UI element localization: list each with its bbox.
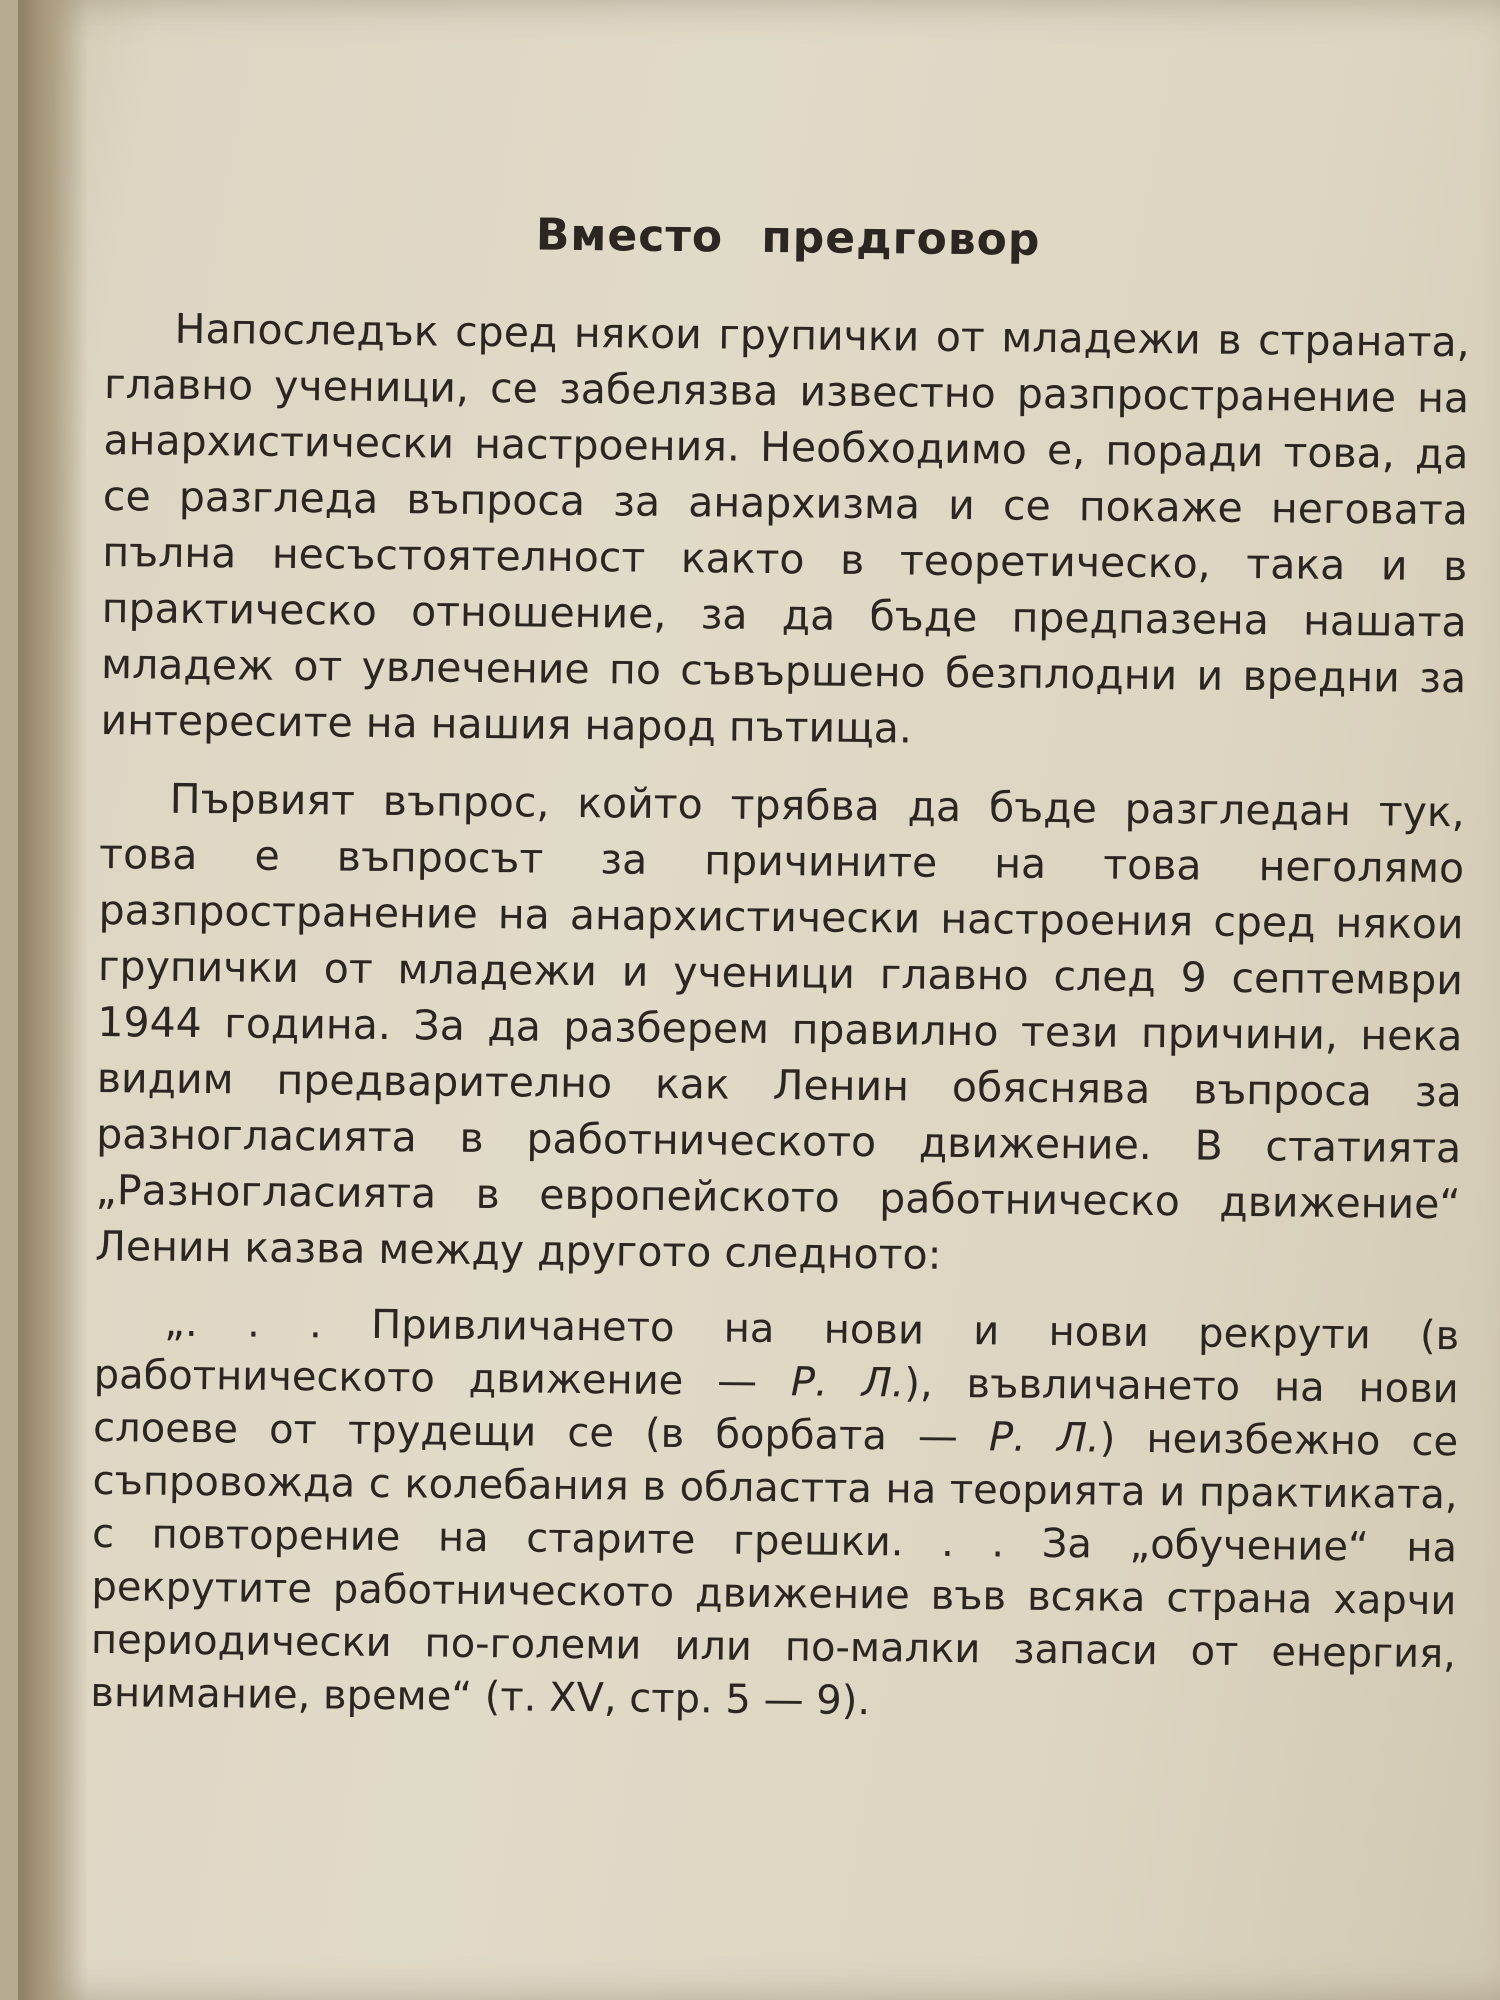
paragraph-1: Напоследък сред някои групички от младежи в страната, главно ученици, се забелязва известно разпространение на анархистически настроения. Необходимо е, поради това, да се разгледа въпроса за анархизма и се покаже неговата пълна несъстоятелност както в теоретическо, така и в практическо отношение, за да бъде предпазена нашата младеж от увлечение по съвършено безплодни и вредни за интересите на нашия народ пътища.: [100, 304, 1470, 753]
quote-abbr-2: Р. Л.: [988, 1414, 1101, 1462]
quote-part-2: ), въвличането на нови слоеве от трудещи се (в борбата —: [92, 1360, 1459, 1461]
book-page: [18, 0, 1500, 2000]
paragraph-2: Първият въпрос, който трябва да бъде разгледан тук, това е въпросът за причините на това неголямо разпространение на анархистически настроения сред някои групички от младежи и ученици главно след 9 септември 1944 година. За да разберем правилно тези причини, нека видим предварително как Ленин обяснява въпроса за разногласията в работническото движение. В статията „Разногласията в европейското работническо движение“ Ленин казва между другото следното:: [94, 774, 1465, 1279]
quote-part-3: ) неизбежно се съпровожда с колебания в областта на теорията и практиката, с повторение на старите грешки. . . За „обучение“ на рекрутите работническото движение във всяка страна харчи периодически по-големи или по-малки запаси от енергия, внимание, време“ (т. XV, стр. 5 — 9).: [90, 1415, 1459, 1725]
book-binding-shadow: [18, 0, 88, 2000]
quote-part-1: „. . . Привличането на нови и нови рекрути (в работническото движение —: [93, 1299, 1460, 1406]
page-text-block: [90, 205, 1471, 1734]
quote-abbr-1: Р. Л.: [790, 1359, 905, 1407]
page-heading: Вместо предговор: [535, 209, 1041, 266]
lenin-quote: [90, 1296, 1459, 1734]
